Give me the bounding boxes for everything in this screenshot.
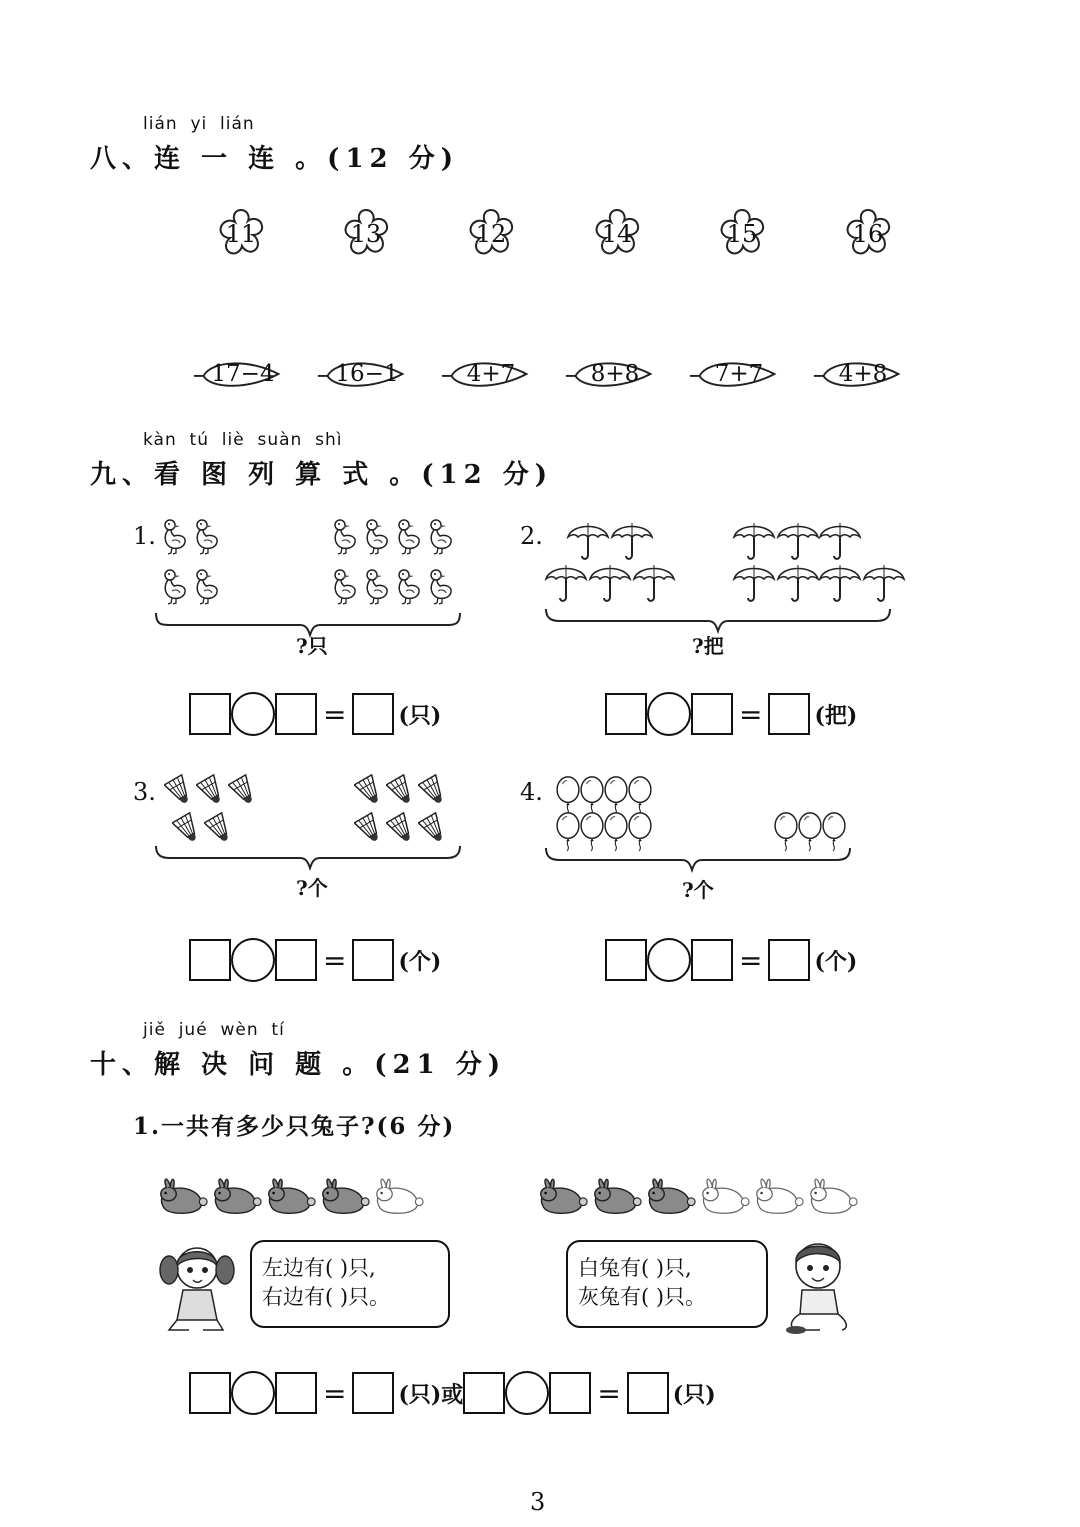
rabbits-right-picture: [535, 1170, 865, 1220]
operator-circle[interactable]: [647, 692, 691, 736]
answer-box[interactable]: [189, 1372, 231, 1414]
umbrellas-picture: [540, 515, 910, 655]
leaf-expression: 7+7: [714, 361, 764, 387]
section9-title: 九、看 图 列 算 式 。(12 分): [90, 460, 554, 490]
answer-box[interactable]: [768, 939, 810, 981]
equation-1: [189, 692, 441, 736]
problem-3-number: 3.: [133, 778, 156, 806]
answer-box[interactable]: [463, 1372, 505, 1414]
section10-title: 十、解 决 问 题 。(21 分): [90, 1050, 507, 1080]
flower-12[interactable]: [461, 204, 521, 264]
answer-box[interactable]: [605, 693, 647, 735]
balloons-picture: [540, 772, 860, 882]
section8-pinyin: lián yi lián: [143, 114, 255, 134]
problem-4-number: 4.: [520, 778, 543, 806]
flower-11[interactable]: [211, 204, 271, 264]
equation-2: [605, 692, 857, 736]
answer-box[interactable]: [352, 693, 394, 735]
equals-sign: =: [739, 943, 763, 977]
answer-box[interactable]: [352, 939, 394, 981]
equals-sign: =: [597, 1376, 621, 1410]
bubble-line-gray: 灰兔有( )只。: [578, 1285, 707, 1309]
leaf-17-4[interactable]: [192, 356, 288, 392]
equals-sign: =: [323, 697, 347, 731]
flower-number: 15: [726, 220, 758, 248]
operator-circle[interactable]: [231, 938, 275, 982]
equals-sign: =: [323, 943, 347, 977]
boy-speech-bubble: [566, 1240, 768, 1328]
unit-label: (只): [398, 702, 442, 729]
leaf-16-1[interactable]: [316, 356, 412, 392]
operator-circle[interactable]: [231, 692, 275, 736]
section9-pinyin: kàn tú liè suàn shì: [143, 430, 343, 450]
leaf-7-7[interactable]: [688, 356, 784, 392]
leaf-expression: 4+7: [466, 361, 516, 387]
equals-sign: =: [739, 697, 763, 731]
answer-box[interactable]: [691, 939, 733, 981]
question-1-text: 1.一共有多少只兔子?(6 分): [133, 1113, 456, 1140]
rabbits-left-picture: [155, 1170, 430, 1220]
flower-13[interactable]: [336, 204, 396, 264]
leaf-4-8[interactable]: [812, 356, 908, 392]
equation-4: [605, 938, 857, 982]
answer-box[interactable]: [275, 693, 317, 735]
answer-box[interactable]: [189, 939, 231, 981]
operator-circle[interactable]: [231, 1371, 275, 1415]
problem-2-question: ?把: [692, 634, 724, 658]
leaf-expression: 17−4: [211, 361, 275, 387]
problem-2-number: 2.: [520, 522, 543, 550]
boy-character: [780, 1236, 860, 1336]
shuttlecocks-picture: [150, 770, 470, 880]
answer-box[interactable]: [352, 1372, 394, 1414]
unit-label: (个): [814, 948, 858, 975]
equation-rabbits: [189, 1371, 716, 1415]
leaf-expression: 16−1: [335, 361, 399, 387]
equation-3: [189, 938, 441, 982]
problem-1-question: ?只: [296, 634, 328, 658]
page-number: 3: [530, 1488, 546, 1516]
leaf-4-7[interactable]: [440, 356, 536, 392]
section8-title: 八、连 一 连 。(12 分): [90, 144, 459, 174]
flower-number: 16: [852, 220, 884, 248]
leaf-expression: 4+8: [838, 361, 888, 387]
operator-circle[interactable]: [647, 938, 691, 982]
answer-box[interactable]: [605, 939, 647, 981]
flower-15[interactable]: [712, 204, 772, 264]
unit-label: (只): [398, 1381, 442, 1408]
flower-number: 11: [225, 220, 257, 248]
unit-label: (个): [398, 948, 442, 975]
answer-box[interactable]: [189, 693, 231, 735]
flower-number: 14: [601, 220, 633, 248]
flower-16[interactable]: [838, 204, 898, 264]
answer-box[interactable]: [275, 939, 317, 981]
girl-speech-bubble: [250, 1240, 450, 1328]
problem-1-number: 1.: [133, 522, 156, 550]
operator-circle[interactable]: [505, 1371, 549, 1415]
leaf-8-8[interactable]: [564, 356, 660, 392]
flower-14[interactable]: [587, 204, 647, 264]
equals-sign: =: [323, 1376, 347, 1410]
answer-box[interactable]: [549, 1372, 591, 1414]
flower-number: 12: [475, 220, 507, 248]
bubble-line-right: 右边有( )只。: [262, 1285, 391, 1309]
answer-box[interactable]: [275, 1372, 317, 1414]
bubble-line-white: 白兔有( )只,: [578, 1256, 692, 1280]
girl-character: [155, 1240, 235, 1335]
unit-label: (把): [814, 702, 858, 729]
flower-number: 13: [350, 220, 382, 248]
section10-pinyin: jiě jué wèn tí: [143, 1020, 285, 1040]
answer-box[interactable]: [691, 693, 733, 735]
answer-box[interactable]: [768, 693, 810, 735]
or-label: 或: [441, 1381, 464, 1408]
problem-3-question: ?个: [296, 876, 328, 900]
bubble-line-left: 左边有( )只,: [262, 1256, 376, 1280]
problem-4-question: ?个: [682, 878, 714, 902]
unit-label: (只): [672, 1381, 716, 1408]
answer-box[interactable]: [627, 1372, 669, 1414]
leaf-expression: 8+8: [590, 361, 640, 387]
